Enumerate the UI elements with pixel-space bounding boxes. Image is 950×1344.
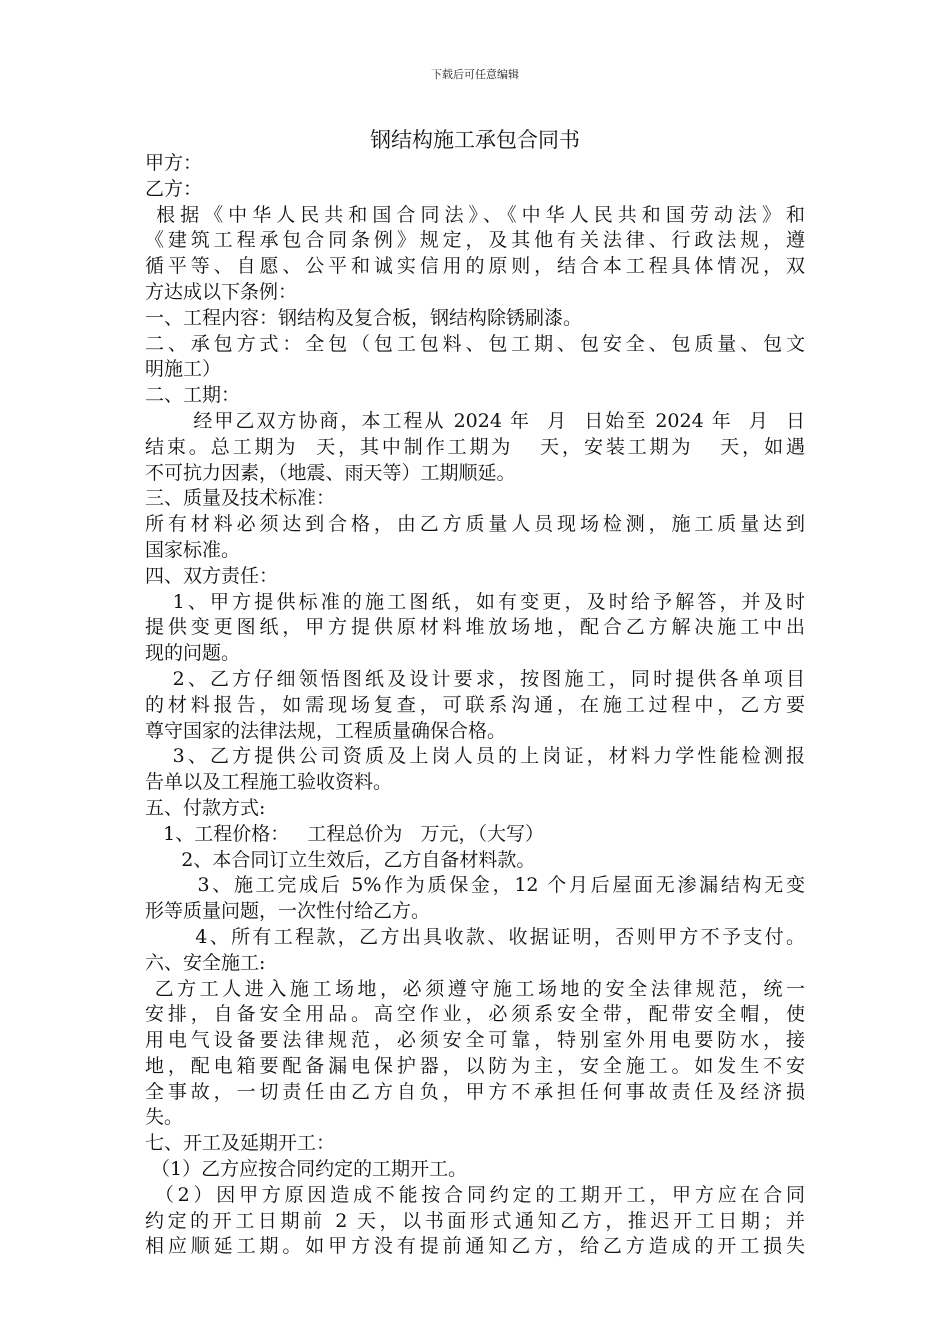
- text-line: 相应顺延工期。如甲方没有提前通知乙方，给乙方造成的开工损失: [145, 1235, 805, 1258]
- text-line: 2、本合同订立生效后，乙方自备材料款。: [145, 848, 536, 871]
- text-line: 现的问题。: [145, 642, 241, 665]
- text-line: 六、安全施工:: [145, 951, 266, 974]
- text-line: 方达成以下条例：: [145, 280, 298, 303]
- contract-body: [145, 151, 805, 1260]
- text-line: 根据《中华人民共和国合同法》、《中华人民共和国劳动法》和: [145, 203, 805, 226]
- text-line: （1）乙方应按合同约定的工期开工。: [145, 1158, 468, 1181]
- text-line: 形等质量问题，一次性付给乙方。: [145, 900, 431, 923]
- text-line: 不可抗力因素，（地震、雨天等）工期顺延。: [145, 461, 516, 484]
- text-line: 失。: [145, 1106, 184, 1129]
- text-line: 五、付款方式:: [145, 796, 266, 819]
- text-line: 提供变更图纸，甲方提供原材料堆放场地，配合乙方解决施工中出: [145, 616, 805, 639]
- text-line: 的材料报告，如需现场复查，可联系沟通，在施工过程中，乙方要: [145, 693, 805, 716]
- text-line: 循平等、自愿、公平和诚实信用的原则，结合本工程具体情况，双: [145, 255, 805, 278]
- text-line: 地，配电箱要配备漏电保护器，以防为主，安全施工。如发生不安: [145, 1054, 805, 1077]
- text-line: 结束。总工期为 天，其中制作工期为 天，安装工期为 天，如遇: [145, 435, 805, 458]
- text-line: 用电气设备要法律规范，必须安全可靠，特别室外用电要防水，接: [145, 1029, 805, 1052]
- text-line: 《建筑工程承包合同条例》规定，及其他有关法律、行政法规，遵: [145, 229, 805, 252]
- page-header: 下载后可任意编辑: [431, 68, 519, 81]
- text-line: 3、施工完成后 5%作为质保金，12 个月后屋面无渗漏结构无变: [145, 874, 805, 897]
- text-line: 乙方工人进入施工场地，必须遵守施工场地的安全法律规范，统一: [145, 977, 805, 1000]
- text-line: 全事故，一切责任由乙方自负，甲方不承担任何事故责任及经济损: [145, 1080, 805, 1103]
- text-line: 四、双方责任：: [145, 564, 279, 587]
- text-line: 4、所有工程款，乙方出具收款、收据证明，否则甲方不予支付。: [145, 925, 805, 948]
- text-line: 2、乙方仔细领悟图纸及设计要求，按图施工，同时提供各单项目: [145, 667, 805, 690]
- document-title: 钢结构施工承包合同书: [370, 128, 580, 152]
- text-line: 约定的开工日期前 2 天，以书面形式通知乙方，推迟开工日期；并: [145, 1209, 805, 1232]
- text-line: 尊守国家的法律法规，工程质量确保合格。: [145, 719, 507, 742]
- text-line: 三、质量及技术标准：: [145, 487, 336, 510]
- text-line: 3、乙方提供公司资质及上岗人员的上岗证，材料力学性能检测报: [145, 745, 805, 768]
- text-line: 二、承包方式：全包（包工包料、包工期、包安全、包质量、包文: [145, 332, 805, 355]
- text-line: 告单以及工程施工验收资料。: [145, 771, 393, 794]
- text-line: 所有材料必须达到合格，由乙方质量人员现场检测，施工质量达到: [145, 513, 805, 536]
- text-line: （2）因甲方原因造成不能按合同约定的工期开工，甲方应在合同: [145, 1183, 805, 1206]
- text-line: 1、工程价格： 工程总价为 万元，（大写）: [145, 822, 544, 845]
- text-line: 安排，自备安全用品。高空作业，必须系安全带，配带安全帽，使: [145, 1003, 805, 1026]
- text-line: 国家标准。: [145, 538, 241, 561]
- text-line: 经甲乙双方协商，本工程从 2024 年 月 日始至 2024 年 月 日: [145, 409, 805, 432]
- text-line: 乙方：: [145, 177, 203, 200]
- text-line: 1、甲方提供标准的施工图纸，如有变更，及时给予解答，并及时: [145, 590, 805, 613]
- text-line: 二、工期：: [145, 384, 241, 407]
- text-line: 一、工程内容：钢结构及复合板，钢结构除锈刷漆。: [145, 306, 583, 329]
- text-line: 明施工）: [145, 358, 222, 381]
- text-line: 甲方：: [145, 152, 203, 174]
- text-line: 七、开工及延期开工：: [145, 1132, 336, 1155]
